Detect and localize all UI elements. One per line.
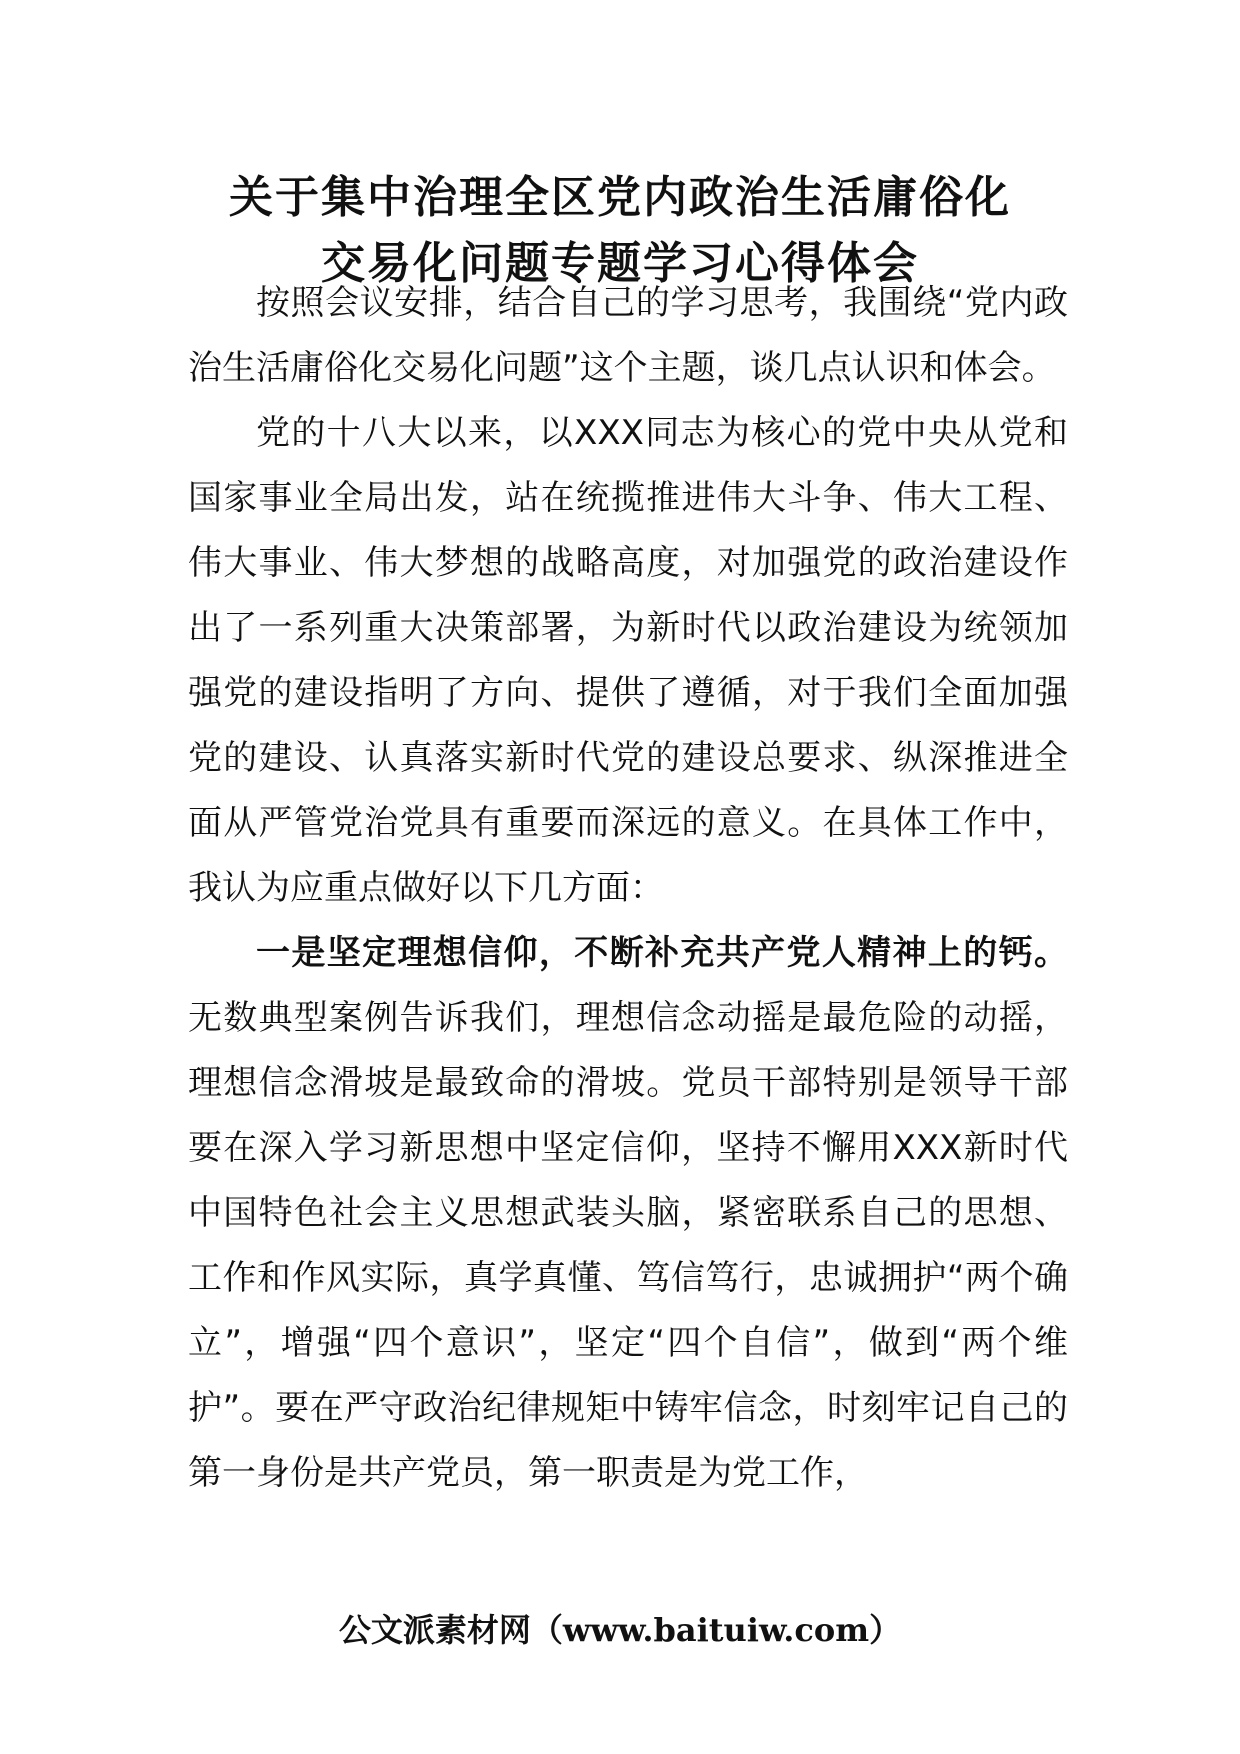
document-title-line-1: 关于集中治理全区党内政治生活庸俗化 <box>229 172 1011 223</box>
paragraph-intro <box>188 271 1068 401</box>
footer-watermark <box>0 1608 1240 1652</box>
paragraph-intro-text: 按照会议安排，结合自己的学习思考，我围绕“党内政治生活庸俗化交易化问题”这个主题，谈几点认识和体会。 <box>188 283 1068 388</box>
paragraph-point-one-heading: 一是坚定理想信仰，不断补充共产党人精神上的钙。 <box>256 933 1068 973</box>
document-body <box>188 271 1068 1506</box>
paragraph-background-text: 党的十八大以来，以XXX同志为核心的党中央从党和国家事业全局出发，站在统揽推进伟大斗争、伟大工程、伟大事业、伟大梦想的战略高度，对加强党的政治建设作出了一系列重大决策部署，为新时代以政治建设为统领加强党的建设指明了方向、提供了遵循，对于我们全面加强党的建设、认真落实新时代党的建设总要求、纵深推进全面从严管党治党具有重要而深远的意义。在具体工作中，我认为应重点做好以下几方面： <box>188 413 1068 908</box>
document-title-line-2: 交易化问题专题学习心得体会 <box>321 238 919 289</box>
paragraph-background <box>188 401 1068 921</box>
footer-site-name: 公文派素材网 <box>338 1611 531 1649</box>
paragraph-point-one <box>188 921 1068 1506</box>
paragraph-point-one-text: 无数典型案例告诉我们，理想信念动摇是最危险的动摇，理想信念滑坡是最致命的滑坡。党员干部特别是领导干部要在深入学习新思想中坚定信仰，坚持不懈用XXX新时代中国特色社会主义思想武装头脑，紧密联系自己的思想、工作和作风实际，真学真懂、笃信笃行，忠诚拥护“两个确立”，增强“四个意识”，坚定“四个自信”，做到“两个维护”。要在严守政治纪律规矩中铸牢信念，时刻牢记自己的第一身份是共产党员，第一职责是为党工作， <box>188 998 1068 1493</box>
footer-site-url: （www.baituiw.com） <box>530 1611 902 1649</box>
